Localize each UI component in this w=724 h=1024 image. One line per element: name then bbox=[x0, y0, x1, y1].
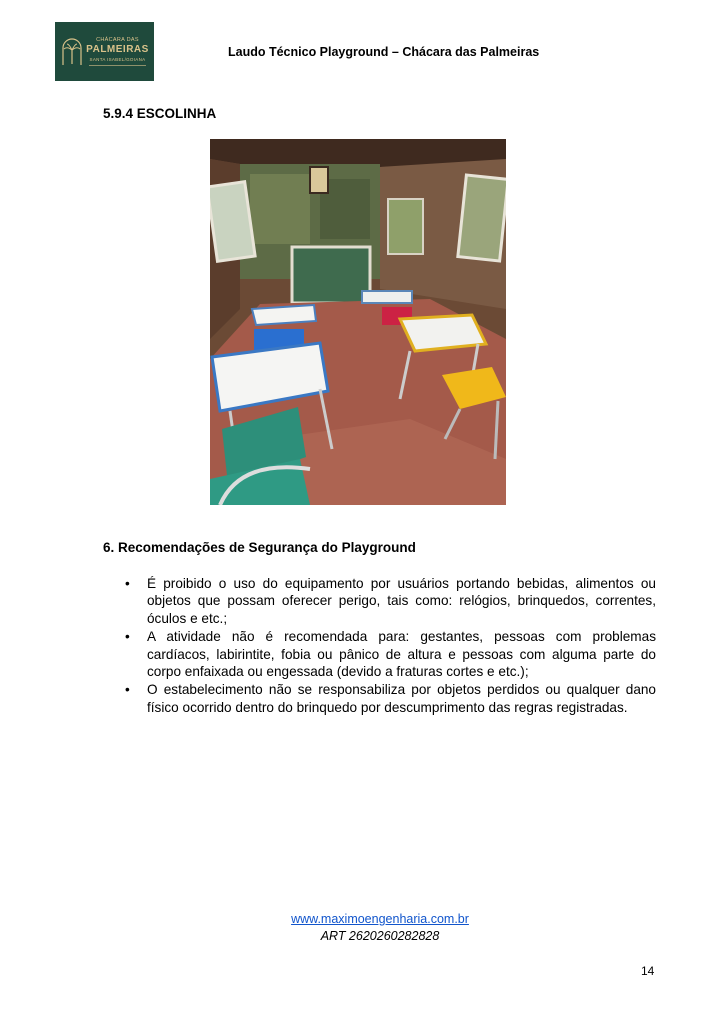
playhouse-classroom-photo bbox=[210, 139, 506, 505]
list-item bbox=[103, 628, 656, 680]
photo-frame bbox=[310, 167, 328, 193]
company-logo bbox=[55, 22, 154, 81]
safety-recommendations-list bbox=[103, 575, 656, 717]
photo-desk-yellow-edge bbox=[400, 315, 486, 351]
footer-art-number: ART 2620260282828 bbox=[320, 929, 440, 943]
photo-right-window bbox=[388, 199, 423, 254]
section-heading-safety: 6. Recomendações de Segurança do Playground bbox=[103, 540, 416, 555]
logo-line-2: PALMEIRAS bbox=[86, 44, 149, 55]
list-item bbox=[103, 681, 656, 716]
list-item-text: É proibido o uso do equipamento por usuários portando bebidas, alimentos ou objetos que possam oferecer perigo, tais como: relógios, brinquedos, correntes, óculos e etc.; bbox=[147, 576, 656, 626]
palm-arch-icon bbox=[61, 36, 83, 66]
photo-desk-left-back bbox=[252, 305, 316, 325]
list-item-text: A atividade não é recomendada para: gestantes, pessoas com problemas cardíacos, labirintite, fobia ou pânico de altura e pessoas com alguma parte do corpo enfaixada ou engessada (devido a fraturas cortes e etc.); bbox=[147, 629, 656, 680]
bullet-icon: • bbox=[125, 629, 130, 645]
section-heading-escolinha: 5.9.4 ESCOLINHA bbox=[103, 106, 217, 121]
logo-rule bbox=[89, 65, 146, 66]
photo-right-window-2 bbox=[458, 175, 506, 261]
logo-line-3: SANTA ISABEL/GOIANA bbox=[89, 57, 146, 62]
page-number: 14 bbox=[641, 964, 655, 978]
bullet-icon: • bbox=[125, 682, 130, 698]
photo-desk-back bbox=[362, 291, 412, 303]
footer-website-link[interactable]: www.maximoengenharia.com.br bbox=[291, 912, 469, 926]
logo-line-1: CHÁCARA DAS bbox=[96, 37, 139, 43]
document-title: Laudo Técnico Playground – Chácara das Palmeiras bbox=[228, 45, 540, 59]
bullet-icon: • bbox=[125, 576, 130, 591]
photo-chalkboard bbox=[292, 247, 370, 303]
list-item bbox=[103, 575, 656, 627]
list-item-text: O estabelecimento não se responsabiliza por objetos perdidos ou qualquer dano físico ocorrido dentro do brinquedo por descumprimento das regras registradas. bbox=[147, 682, 656, 715]
